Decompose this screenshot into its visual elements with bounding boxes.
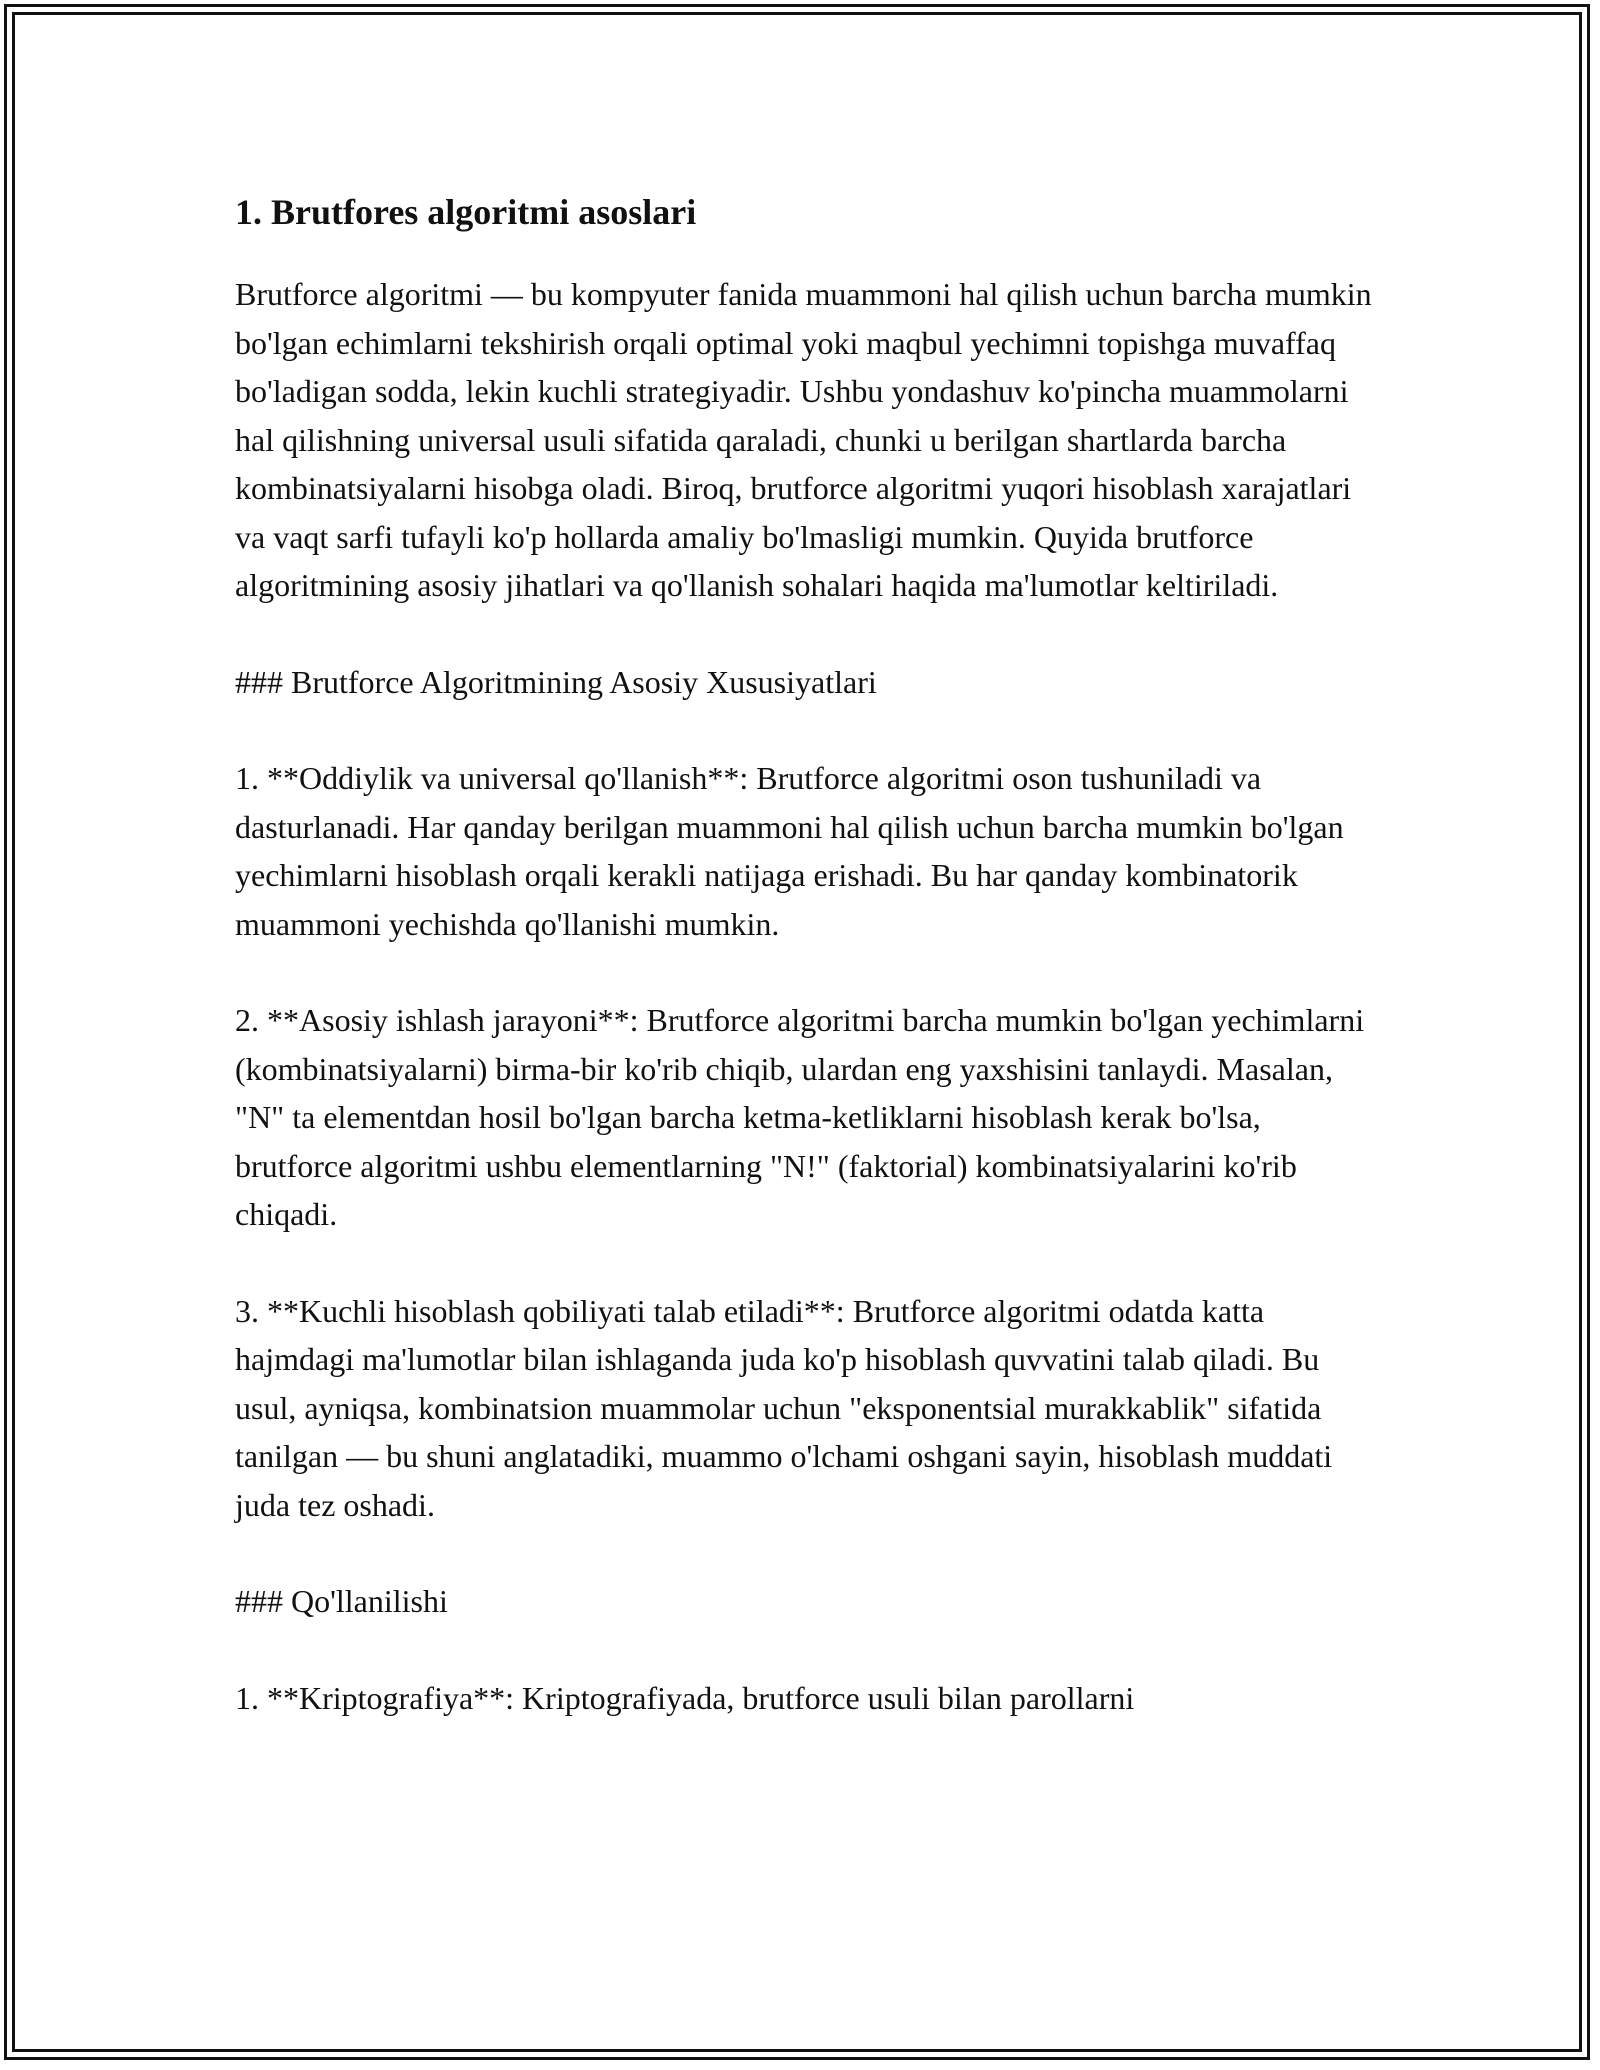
feature-item-3: 3. **Kuchli hisoblash qobiliyati talab etiladi**: Brutforce algoritmi odatda katta hajmdagi ma'lumotlar bilan ishlaganda juda ko'p hisoblash quvvatini talab qiladi. Bu usul, ayniqsa, kombinatsion muammolar uchun "eksponentsial murakkablik" sifatida tanilgan — bu shuni anglatadiki, muammo o'lchami oshgani sayin, hisoblash muddati juda tez oshadi.	[235, 1292, 1333, 1523]
document-title: 1. Brutfores algoritmi asoslari	[235, 192, 697, 232]
feature-item-1: 1. **Oddiylik va universal qo'llanish**: Brutforce algoritmi oson tushuniladi va dasturlanadi. Har qanday berilgan muammoni hal qilish uchun barcha mumkin bo'lgan yechimlarni hisoblash orqali kerakli natijaga erishadi. Bu har qanday kombinatorik muammoni yechishda qo'llanishi mumkin.	[235, 760, 1344, 942]
section-heading-features: ### Brutforce Algoritmining Asosiy Xususiyatlari	[235, 663, 877, 700]
feature-item-2: 2. **Asosiy ishlash jarayoni**: Brutforce algoritmi barcha mumkin bo'lgan yechimlarni (kombinatsiyalarni) birma-bir ko'rib chiqib, ulardan eng yaxshisini tanlaydi. Masalan, "N" ta elementdan hosil bo'lgan barcha ketma-ketliklarni hisoblash kerak bo'lsa, brutforce algoritmi ushbu elementlarning "N!" (faktorial) kombinatsiyalarini ko'rib chiqadi.	[235, 1002, 1365, 1232]
intro-paragraph: Brutforce algoritmi — bu kompyuter fanida muammoni hal qilish uchun barcha mumkin bo'lgan echimlarni tekshirish orqali optimal yoki maqbul yechimni topishga muvaffaq bo'ladigan sodda, lekin kuchli strategiyadir. Ushbu yondashuv ko'pincha muammolarni hal qilishning universal usuli sifatida qaraladi, chunki u berilgan shartlarda barcha kombinatsiyalarni hisobga oladi. Biroq, brutforce algoritmi yuqori hisoblash xarajatlari va vaqt sarfi tufayli ko'p hollarda amaliy bo'lmasligi mumkin. Quyida brutforce algoritmining asosiy jihatlari va qo'llanish sohalari haqida ma'lumotlar keltiriladi.	[235, 276, 1372, 603]
section-heading-applications: ### Qo'llanilishi	[235, 1583, 448, 1619]
application-item-1: 1. **Kriptografiya**: Kriptografiyada, brutforce usuli bilan parollarni	[235, 1679, 1135, 1716]
document-body	[235, 188, 1375, 1722]
